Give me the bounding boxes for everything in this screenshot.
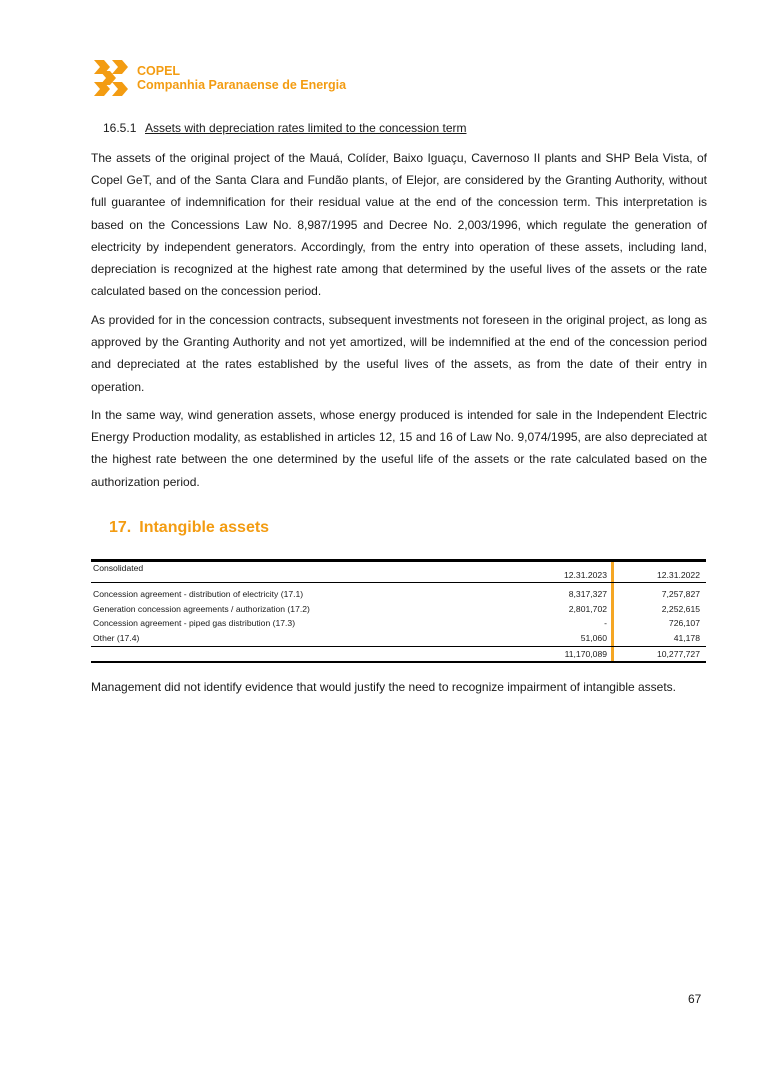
row-label: Concession agreement - piped gas distribution (17.3): [93, 618, 296, 628]
row-value-2022: 7,257,827: [661, 589, 700, 599]
row-value-2023: -: [604, 618, 607, 628]
row-value-2022: 726,107: [668, 618, 700, 628]
table-header-rule: [91, 582, 706, 583]
row-label: Concession agreement - distribution of electricity (17.1): [93, 589, 304, 599]
row-value-2023: 8,317,327: [568, 589, 607, 599]
paragraph-impairment: Management did not identify evidence that would justify the need to recognize impairment of intangible assets.: [91, 680, 677, 694]
paragraph-subsequent-investments: As provided for in the concession contracts, subsequent investments not foreseen in the original project, as long as approved by the Granting Authority and not yet amortized, will be indemnified at the end of the concession period and depreciated at the rates established by the useful lives of the assets, as from the date of their entry in operation.: [91, 313, 707, 394]
table-caption: Consolidated: [93, 563, 144, 573]
table-bottom-rule: [91, 661, 706, 663]
column-header-2022: 12.31.2022: [656, 570, 700, 580]
paragraph-original-project-assets: The assets of the original project of the Mauá, Colíder, Baixo Iguaçu, Cavernoso II plants and SHP Bela Vista, of Copel GeT, and of the Santa Clara and Fundão plants, of Elejor, are considered by the Granting Authority, without full guarantee of indemnification for their residual value at the end of the concession term. This interpretation is based on the Concessions Law No. 8,987/1995 and Decree No. 2,003/1996, which regulate the generation of electricity by independent generators. Accordingly, from the entry into operation of these assets, including land, depreciation is recognized at the highest rate among that determined by the useful lives of the assets or the rate calculated based on the concession period.: [91, 151, 707, 299]
table-row: [91, 618, 706, 632]
copel-logo-icon: [94, 60, 130, 96]
company-logo: [94, 60, 346, 96]
column-header-2023: 12.31.2023: [563, 570, 607, 580]
subsection-heading: [103, 121, 466, 135]
subsection-number: 16.5.1: [103, 121, 137, 135]
table-total-rule: [91, 646, 706, 647]
row-label: Generation concession agreements / authorization (17.2): [93, 603, 310, 614]
section-heading: [109, 519, 269, 537]
total-value-2023: 11,170,089: [564, 649, 607, 659]
row-label: Other (17.4): [93, 632, 140, 643]
table-row: [91, 604, 706, 618]
row-value-2022: 2,252,615: [661, 603, 700, 614]
page-number: 67: [688, 992, 702, 1006]
brand-name: COPEL: [137, 64, 181, 78]
table-row: [91, 633, 706, 647]
section-number: 17.: [109, 519, 132, 536]
row-value-2022: 41,178: [673, 632, 700, 643]
paragraph-wind-generation-assets: In the same way, wind generation assets, whose energy produced is intended for sale in the Independent Electric Energy Production modality, as established in articles 12, 15 and 16 of Law No. 9,074/1995, are also depreciated at the highest rate between the one determined by the useful life of the assets or the rate calculated based on the authorization period.: [91, 408, 707, 489]
table-row: [91, 589, 706, 603]
total-value-2022: 10,277,727: [656, 649, 700, 659]
company-name: Companhia Paranaense de Energia: [137, 78, 347, 92]
row-value-2023: 2,801,702: [568, 603, 607, 614]
section-title: Intangible assets: [139, 519, 270, 536]
row-value-2023: 51,060: [580, 632, 607, 643]
subsection-title: Assets with depreciation rates limited to the concession term: [145, 121, 467, 135]
